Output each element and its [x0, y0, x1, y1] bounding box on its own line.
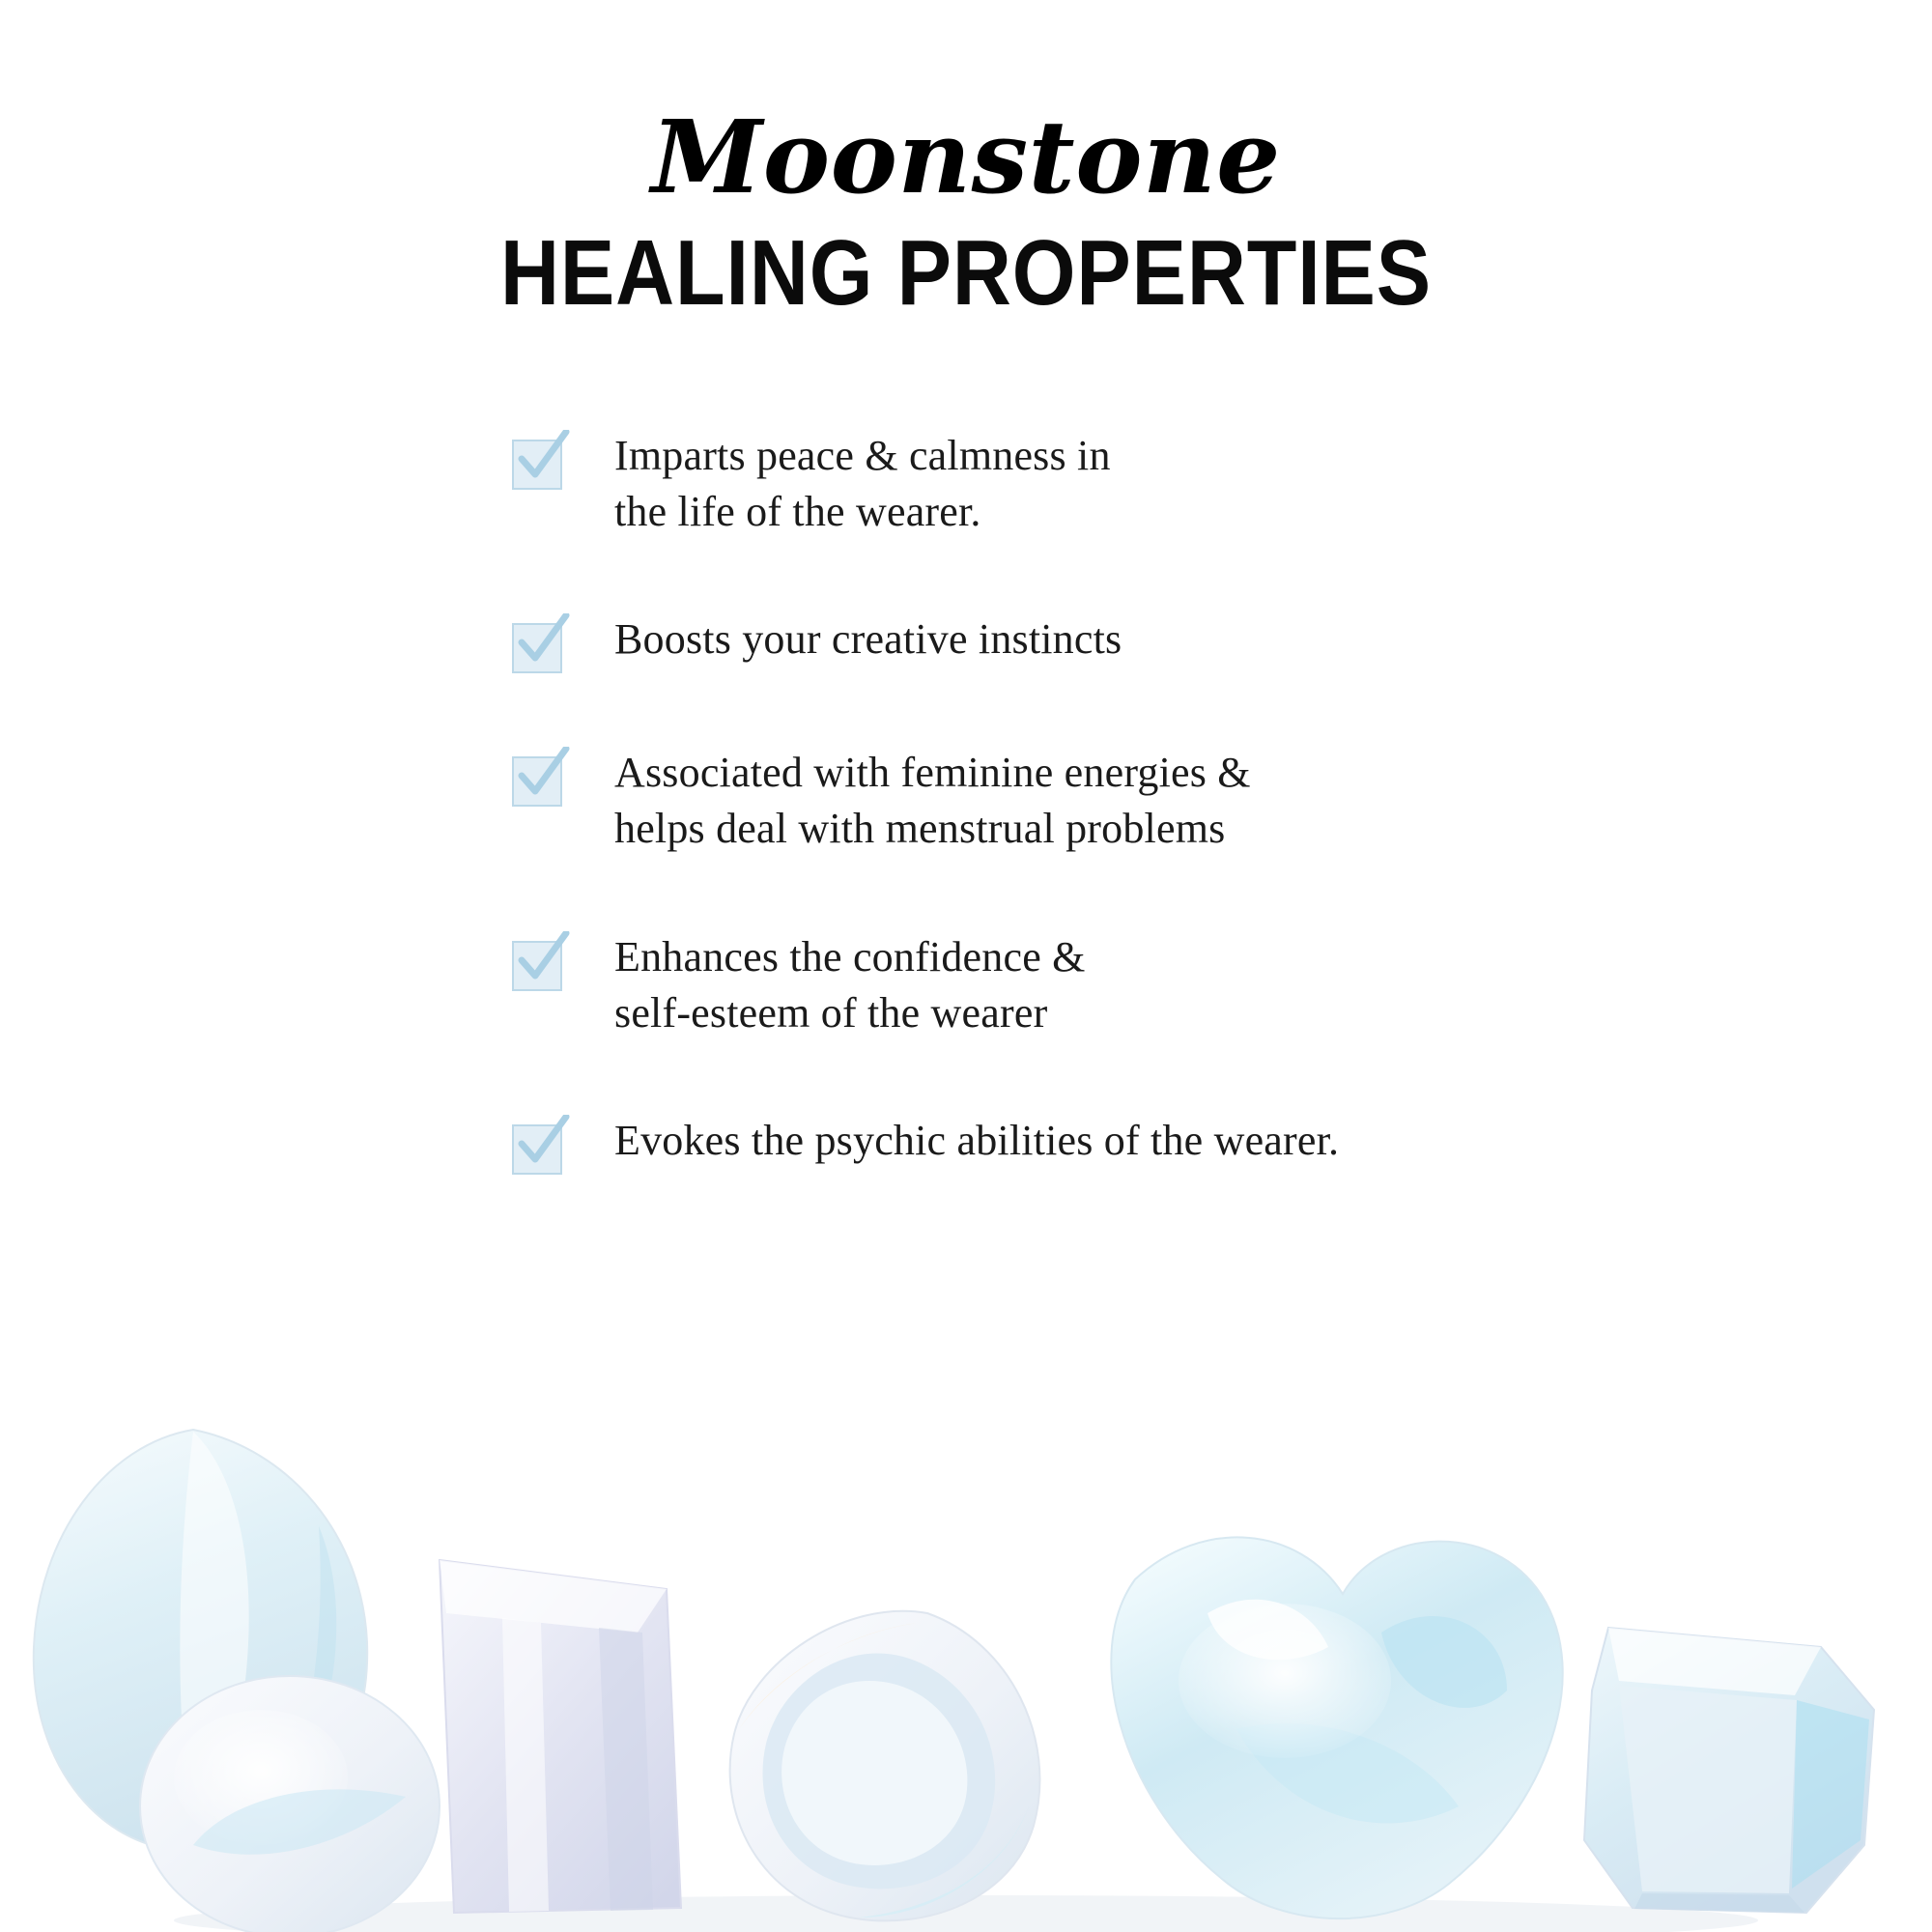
list-item-text	[614, 428, 1111, 540]
header	[0, 0, 1932, 326]
list-item-line: Boosts your creative instincts	[614, 615, 1122, 664]
list-item-line: the life of the wearer.	[614, 488, 981, 536]
list-item-line: Imparts peace & calmness in	[614, 432, 1111, 480]
list-item-line: Evokes the psychic abilities of the wearer.	[614, 1116, 1340, 1164]
list-item-line: Associated with feminine energies &	[614, 749, 1251, 797]
list-item-line: self-esteem of the wearer	[614, 988, 1048, 1037]
list-item-line: Enhances the confidence &	[614, 932, 1086, 980]
checkbox-checked-icon	[512, 623, 562, 673]
page-title-script: Moonstone	[651, 98, 1281, 216]
list-item-text	[614, 1113, 1339, 1169]
list-item	[512, 929, 1816, 1041]
moonstone-gems-illustration	[0, 1391, 1932, 1932]
list-item-text	[614, 929, 1086, 1041]
list-item	[512, 611, 1816, 673]
list-item	[512, 745, 1816, 857]
checkbox-checked-icon	[512, 440, 562, 490]
list-item	[512, 428, 1816, 540]
checkbox-checked-icon	[512, 1124, 562, 1175]
checkbox-checked-icon	[512, 941, 562, 991]
checkbox-checked-icon	[512, 756, 562, 807]
list-item-text	[614, 745, 1251, 857]
list-item	[512, 1113, 1816, 1175]
list-item-text	[614, 611, 1122, 668]
list-item-line: helps deal with menstrual problems	[614, 805, 1226, 853]
page-title-main: HEALING PROPERTIES	[499, 221, 1433, 326]
properties-list	[0, 428, 1932, 1174]
